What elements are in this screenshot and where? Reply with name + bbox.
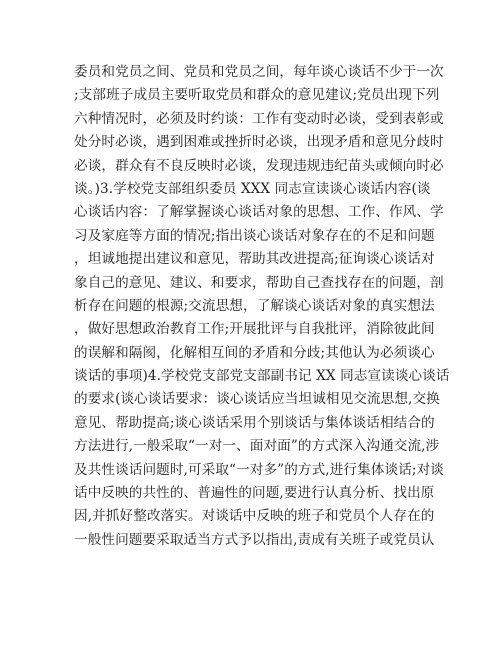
body-text [74, 61, 450, 552]
text-line: 习及家庭等方面的情况;指出谈心谈话对象存在的不足和问题 [74, 227, 435, 244]
text-line: ;支部班子成员主要听取党员和群众的意见建议;党员出现下列 [74, 87, 440, 104]
text-line: 一般性问题要采取适当方式予以指出,责成有关班子或党员认 [74, 531, 435, 548]
text-line: 心谈话内容：了解掌握谈心谈话对象的思想、工作、作风、学 [74, 204, 444, 221]
text-line: 话中反映的共性的、普遍性的问题,要进行认真分析、找出原 [74, 485, 435, 502]
text-line: 的要求(谈心谈话要求：谈心谈话应当坦诚相见交流思想,交换 [74, 391, 440, 408]
text-line: 六种情况时，必须及时约谈：工作有变动时必谈，受到表彰或 [74, 110, 444, 127]
text-line: 谈话的事项)4.学校党支部党支部副书记 XX 同志宣读谈心谈话 [74, 368, 450, 385]
text-line: 象自己的意见、建议、和要求，帮助自己查找存在的问题，剖 [74, 274, 444, 291]
text-line: 析存在问题的根源;交流思想，了解谈心谈话对象的真实想法 [74, 297, 435, 314]
text-line: 及共性谈话问题时,可采取“一对多”的方式,进行集体谈话;对谈 [74, 461, 444, 478]
text-line: ，坦诚地提出建议和意见，帮助其改进提高;征询谈心谈话对 [74, 251, 435, 268]
text-line: 方法进行,一般采取“一对一、面对面”的方式深入沟通交流,涉 [74, 438, 440, 455]
text-line: 处分时必谈，遇到困难或挫折时必谈，出现矛盾和意见分歧时 [74, 134, 444, 151]
text-line: 的误解和隔阂，化解相互间的矛盾和分歧;其他认为必须谈心 [74, 344, 435, 361]
text-line: 因,并抓好整改落实。对谈话中反映的班子和党员个人存在的 [74, 508, 435, 525]
text-line: 意见、帮助提高;谈心谈话采用个别谈话与集体谈话相结合的 [74, 414, 435, 431]
text-line: ，做好思想政治教育工作;开展批评与自我批评，消除彼此间 [74, 321, 435, 338]
text-line: 必谈，群众有不良反映时必谈，发现违规违纪苗头或倾向时必 [74, 157, 444, 174]
text-line: 委员和党员之间、党员和党员之间，每年谈心谈话不少于一次 [74, 64, 444, 80]
text-line: 谈。)3.学校党支部组织委员 XXX 同志宣读谈心谈话内容(谈 [74, 180, 431, 197]
